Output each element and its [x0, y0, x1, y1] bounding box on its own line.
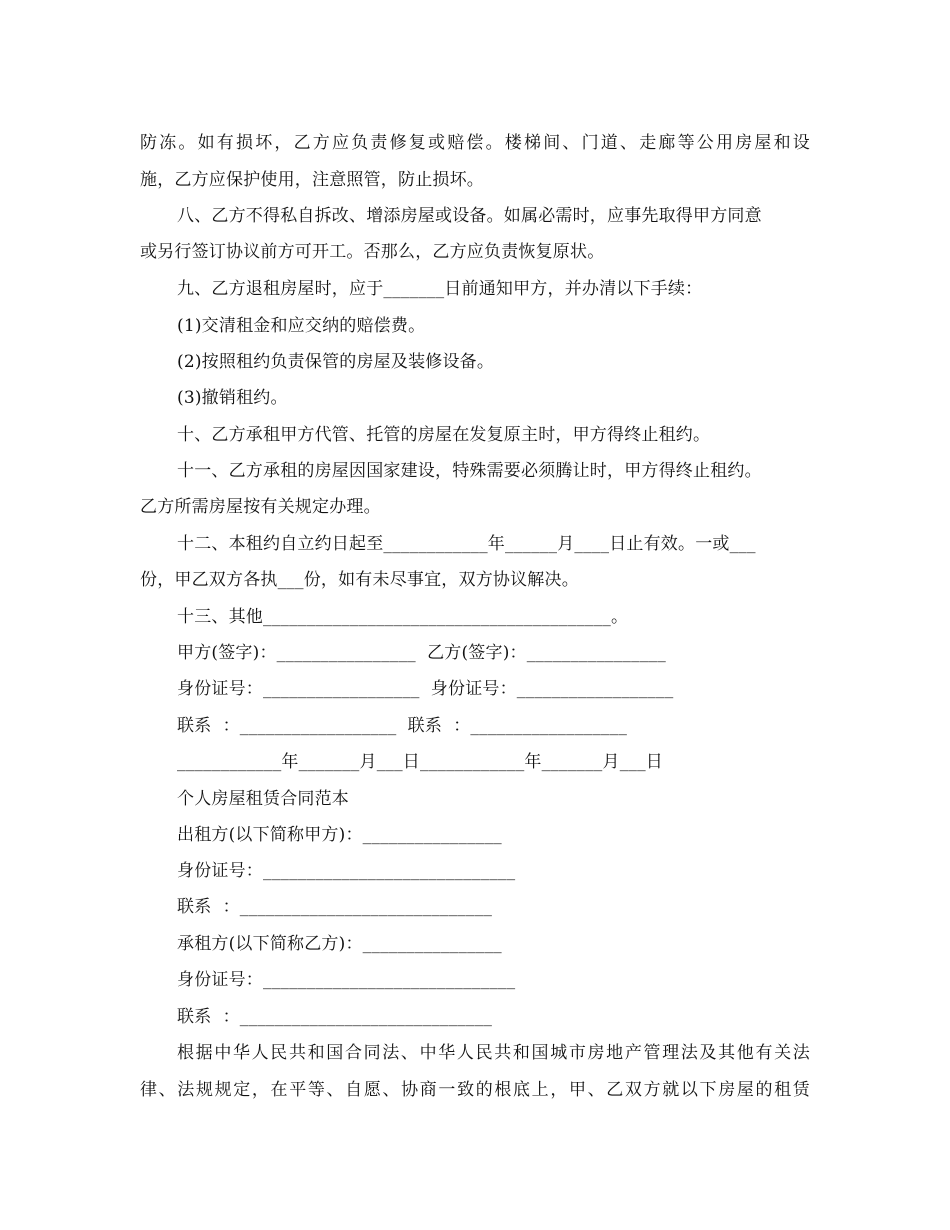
paragraph-line: 律、法规规定，在平等、自愿、协商一致的根底上，甲、乙双方就以下房屋的租赁	[140, 1080, 810, 1100]
list-item: (2)按照租约负责保管的房屋及装修设备。	[177, 352, 495, 372]
id-number-line: 身份证号：__________________ 身份证号：__________________	[177, 679, 674, 699]
preamble-line: 根据中华人民共和国合同法、中华人民共和国城市房地产管理法及其他有关法	[177, 1043, 810, 1063]
lessee-line: 承租方(以下简称乙方)：________________	[177, 934, 502, 954]
paragraph-line: 乙方所需房屋按有关规定办理。	[140, 497, 381, 517]
lessor-line: 出租方(以下简称甲方)：________________	[177, 825, 502, 845]
clause-ten: 十、乙方承租甲方代管、托管的房屋在发复原主时，甲方得终止租约。	[177, 425, 711, 445]
contact-line: 联系 ：__________________ 联系 ：__________________	[177, 716, 628, 736]
contact-line: 联系 ：_____________________________	[177, 1007, 493, 1027]
date-line: ____________年_______月___日____________年_______月___日	[177, 752, 663, 772]
paragraph-line: 或另行签订协议前方可开工。否那么，乙方应负责恢复原状。	[140, 242, 605, 262]
list-item: (3)撤销租约。	[177, 388, 288, 408]
clause-nine: 九、乙方退租房屋时，应于_______日前通知甲方，并办清以下手续：	[177, 279, 703, 299]
id-number-line: 身份证号：_____________________________	[177, 970, 516, 990]
clause-thirteen: 十三、其他________________________________________。	[177, 607, 629, 627]
clause-eight: 八、乙方不得私自拆改、增添房屋或设备。如属必需时，应事先取得甲方同意	[177, 206, 762, 226]
clause-eleven: 十一、乙方承租的房屋因国家建设，特殊需要必须腾让时，甲方得终止租约。	[177, 461, 762, 481]
paragraph-line: 施，乙方应保护使用，注意照管，防止损坏。	[140, 170, 484, 190]
id-number-line: 身份证号：_____________________________	[177, 861, 516, 881]
contract-title: 个人房屋租赁合同范本	[177, 789, 349, 809]
paragraph-line: 防冻。如有损坏，乙方应负责修复或赔偿。楼梯间、门道、走廊等公用房屋和设	[140, 133, 810, 153]
paragraph-line: 份，甲乙双方各执___份，如有未尽事宜，双方协议解决。	[140, 570, 579, 590]
clause-twelve: 十二、本租约自立约日起至____________年______月____日止有效。一或___	[177, 534, 756, 554]
contact-line: 联系 ：_____________________________	[177, 897, 493, 917]
list-item: (1)交清租金和应交纳的赔偿费。	[177, 316, 426, 336]
signature-line: 甲方(签字)：________________ 乙方(签字)：________________	[177, 643, 666, 663]
